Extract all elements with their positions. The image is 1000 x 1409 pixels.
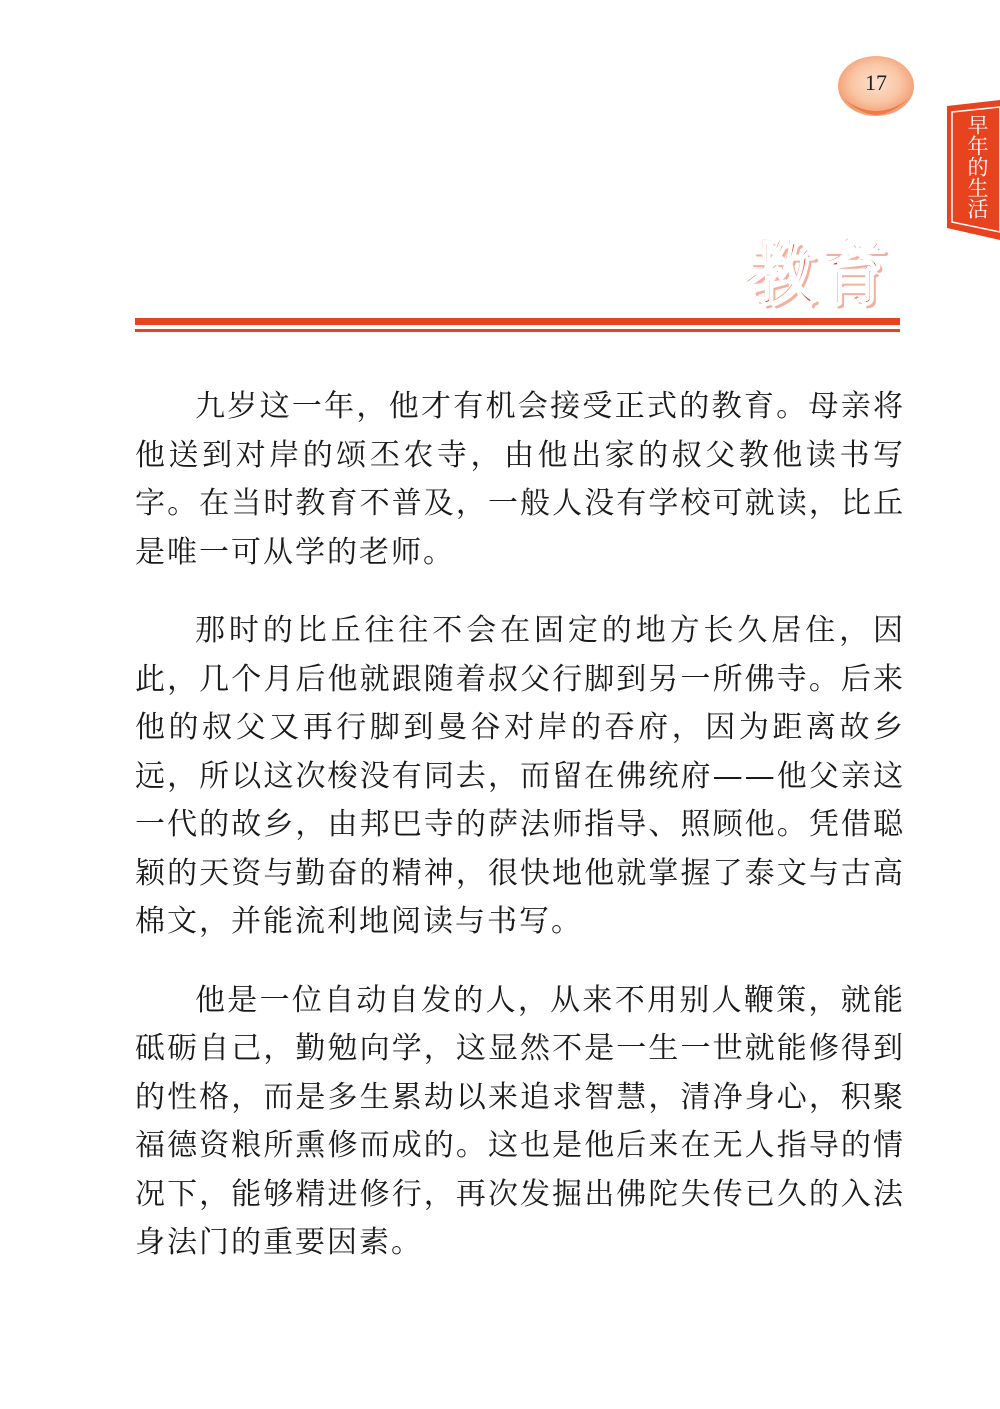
chapter-side-tab [945, 100, 1000, 240]
page-number-medallion [832, 52, 920, 124]
chapter-title: 早年的生活 [965, 114, 989, 219]
paragraph-2: 那时的比丘往往不会在固定的地方长久居住，因此，几个月后他就跟随着叔父行脚到另一所佛寺。后来他的叔父又再行脚到曼谷对岸的吞府，因为距离故乡远，所以这次梭没有同去，而留在佛统府——他父亲这一代的故乡，由邦巴寺的萨法师指导、照顾他。凭借聪颖的天资与勤奋的精神，很快地他就掌握了泰文与古高棉文，并能流利地阅读与书写。 [135, 613, 905, 939]
title-rule-thin [135, 329, 900, 332]
paragraph-1: 九岁这一年，他才有机会接受正式的教育。母亲将他送到对岸的颂丕农寺，由他出家的叔父教他读书写字。在当时教育不普及，一般人没有学校可就读，比丘是唯一可从学的老师。 [135, 389, 905, 570]
paragraph-3: 他是一位自动自发的人，从来不用别人鞭策，就能砥砺自己，勤勉向学，这显然不是一生一世就能修得到的性格，而是多生累劫以来追求智慧，清净身心，积聚福德资粮所熏修而成的。这也是他后来在无人指导的情况下，能够精进修行，再次发掘出佛陀失传已久的入法身法门的重要因素。 [135, 982, 905, 1260]
page-number: 17 [865, 70, 887, 95]
body-text [135, 383, 905, 1298]
title-rule-thick [135, 318, 900, 325]
page-title: 教育 [747, 236, 892, 316]
